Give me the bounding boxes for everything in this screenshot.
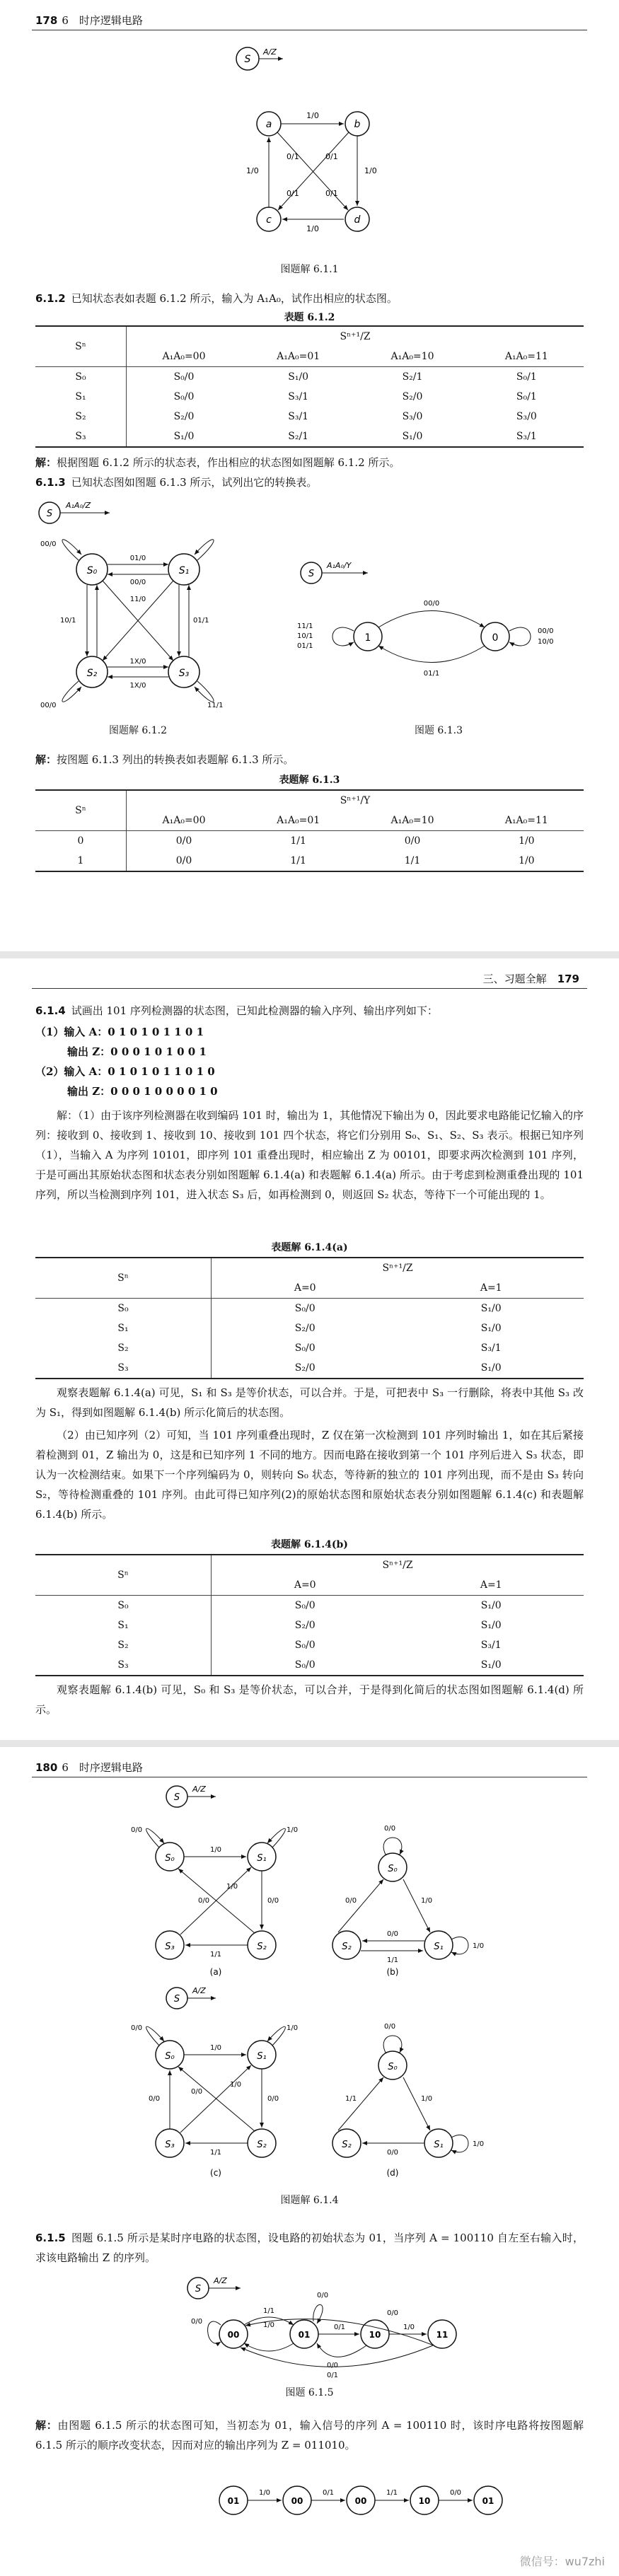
svg-text:1/0: 1/0 [421,1897,433,1905]
page-header [483,971,584,986]
svg-text:S₀: S₀ [165,1853,175,1864]
svg-text:1/0: 1/0 [403,2323,415,2331]
diagram-b [332,1825,484,1977]
svg-text:0/0: 0/0 [386,2309,399,2317]
state-s3 [168,656,199,687]
state-b [345,112,369,136]
svg-text:1/0: 1/0 [209,1846,222,1854]
svg-text:S₁: S₁ [434,2140,444,2150]
svg-text:11/1: 11/1 [297,622,313,630]
sequence-line: （2）输入 A：0 1 0 1 0 1 1 0 1 0 [35,1065,215,1078]
state-table-6-1-4b [35,1554,584,1676]
col-header: A₁A₀=00 [127,811,242,831]
svg-text:1/0: 1/0 [230,2081,242,2089]
svg-text:0/0: 0/0 [191,2088,203,2096]
svg-text:1/0: 1/0 [258,2489,271,2497]
svg-text:1/0: 1/0 [473,2140,485,2148]
svg-text:S₂: S₂ [257,2140,267,2150]
svg-text:S: S [195,2284,202,2294]
table-row: S₂ S₀/0 S₃/1 [35,1635,584,1655]
svg-text:A/Z: A/Z [192,1785,206,1794]
svg-text:1/0: 1/0 [306,111,319,120]
seq-state-00 [283,2486,311,2514]
svg-text:1/1: 1/1 [386,2489,398,2497]
table-row: S₁ S₀/0 S₃/1 S₂/0 S₀/1 [35,387,584,407]
state-table-6-1-2 [35,325,584,448]
table-row: S₃ S₂/0 S₁/0 [35,1358,584,1379]
col-header-state: Sⁿ [35,1555,212,1596]
header-rule [32,988,587,989]
svg-text:A₁A₀/Z: A₁A₀/Z [66,501,91,510]
chapter-title: 6 时序逻辑电路 [62,14,143,27]
solution-6-1-2 [35,453,584,472]
svg-text:S₂: S₂ [342,1942,352,1952]
svg-text:1X/0: 1X/0 [129,682,146,690]
svg-text:01: 01 [298,2330,311,2340]
problem-number: 6.1.4 [35,1004,66,1017]
svg-text:S₀: S₀ [388,2062,398,2072]
legend-io-label: A/Z [263,47,277,57]
svg-text:1/1: 1/1 [209,2149,222,2157]
svg-text:0/0: 0/0 [384,2023,396,2031]
col-header: A₁A₀=00 [127,347,242,367]
svg-text:00/0: 00/0 [538,627,554,635]
svg-text:b: b [354,119,361,130]
svg-text:S₂: S₂ [257,1942,267,1952]
solution-6-1-4-part3: （2）由已知序列（2）可知，当 101 序列重叠出现时，Z 仅在第一次检测到 101 序列时输出 1，如在其后紧接着检测到 01，Z 输出为 0，这是和已知序列 1 不同的地方。因而电路在接收到第一个 101 序列后进入 S₃ 状态，即认为一次检测结束。如果下一个序列编码为 0，则转向 S₀ 状态，等待新的独立的 101 序列出现，而不是由 S₃ 转向 S₂，等待检测重叠的 101 序列。由此可得已知序列(2)的原始状态图和原始状态表分别如图题解 6.1.4(c) 和表题解 6.1.4(b) 所示。 [35,1429,584,1521]
problem-6-1-3 [35,472,584,492]
page-178 [0,0,619,951]
svg-text:1/1: 1/1 [386,1956,399,1964]
col-header: A=0 [212,1278,399,1299]
svg-text:a: a [265,119,272,130]
state-diagram-6-1-2 [32,495,244,721]
problem-text: 已知状态表如表题 6.1.2 所示，输入为 A₁A₀，试作出相应的状态图。 [71,292,398,305]
figure-caption: 图题解 6.1.1 [280,264,339,275]
svg-text:S: S [46,509,53,519]
svg-text:10/0: 10/0 [538,638,554,646]
table-caption: 表题 6.1.2 [284,312,335,323]
state-d [345,207,369,231]
svg-text:1/0: 1/0 [287,2024,299,2032]
svg-text:S₂: S₂ [342,2140,352,2150]
svg-text:1X/0: 1X/0 [129,658,146,666]
svg-text:0/1: 0/1 [325,152,338,161]
sequence-line: 输出 Z：0 0 0 1 0 1 0 0 1 [35,1045,207,1058]
solution-text: 根据图题 6.1.2 所示的状态表，作出相应的状态图如图题解 6.1.2 所示。 [57,456,400,469]
svg-text:0/0: 0/0 [449,2489,462,2497]
state-11 [428,2320,456,2348]
svg-text:S: S [173,1994,180,2004]
svg-text:c: c [266,214,272,226]
state-table-6-1-4a [35,1257,584,1379]
table-row: S₁ S₂/0 S₁/0 [35,1318,584,1338]
svg-text:0/0: 0/0 [267,2095,279,2103]
svg-text:d: d [354,214,361,226]
state-0 [481,622,509,651]
svg-text:0/0: 0/0 [326,2362,339,2369]
svg-text:1/0: 1/0 [262,2321,275,2329]
table-row: 1 0/0 1/1 1/1 1/0 [35,851,584,871]
state-sequence-6-1-5 [0,2472,619,2529]
svg-text:1/0: 1/0 [364,166,377,175]
svg-text:0/0: 0/0 [131,1826,143,1834]
svg-text:1/0: 1/0 [306,224,319,233]
svg-text:0/0: 0/0 [131,2024,143,2032]
col-header: A₁A₀=10 [355,347,469,367]
state-diagram-6-1-1 [226,39,396,258]
state-01 [290,2320,318,2348]
svg-text:00: 00 [354,2496,367,2506]
page-number: 178 [35,14,58,27]
svg-text:S: S [308,569,315,579]
state-s0 [76,554,108,585]
problem-6-1-5 [35,2228,584,2268]
svg-text:10: 10 [369,2330,381,2340]
svg-text:0/1: 0/1 [287,189,299,198]
sequence-line: （1）输入 A：0 1 0 1 0 1 1 0 1 [35,1026,204,1038]
svg-text:1/0: 1/0 [421,2095,433,2103]
problem-number: 6.1.3 [35,476,66,489]
page-number: 179 [557,973,579,985]
page-180 [0,1747,619,2576]
svg-text:10: 10 [418,2496,431,2506]
svg-text:0/1: 0/1 [287,152,299,161]
state-diagram-6-1-5 [0,2274,619,2380]
state-1 [354,622,382,651]
solution-6-1-3 [35,750,584,770]
diagram-d [332,2023,484,2178]
col-header-group: Sⁿ⁺¹/Z [212,1258,584,1278]
svg-text:S₁: S₁ [434,1942,444,1952]
table-row: S₂ S₀/0 S₃/1 [35,1338,584,1358]
svg-text:S: S [173,1792,180,1803]
svg-text:1/0: 1/0 [226,1883,238,1891]
figure-caption: 图题 6.1.3 [414,725,463,736]
svg-text:1/0: 1/0 [209,2044,222,2052]
subfigure-label: (a) [209,1967,222,1977]
svg-text:S₃: S₃ [165,1942,175,1952]
svg-text:0/0: 0/0 [267,1897,279,1905]
col-header-group: Sⁿ⁺¹/Y [127,790,584,811]
svg-text:00/0: 00/0 [423,600,440,608]
page-header [35,13,143,28]
table-row: S₃ S₀/0 S₁/0 [35,1655,584,1676]
svg-text:1: 1 [364,632,371,644]
svg-text:01/0: 01/0 [129,555,146,562]
svg-text:S₁: S₁ [257,2051,267,2062]
page-179 [0,958,619,1740]
table-row: S₀ S₀/0 S₁/0 S₂/1 S₀/1 [35,367,584,388]
col-header-state: Sⁿ [35,326,127,367]
seq-state-00b [347,2486,375,2514]
svg-text:11/0: 11/0 [129,596,146,603]
svg-text:1/1: 1/1 [345,2095,357,2103]
svg-text:00/0: 00/0 [40,702,57,709]
svg-text:1/0: 1/0 [287,1826,299,1834]
svg-text:00: 00 [227,2330,240,2340]
col-header: A₁A₀=01 [241,811,355,831]
svg-text:01/1: 01/1 [423,670,440,678]
svg-text:00/0: 00/0 [129,579,146,586]
col-header: A=1 [398,1575,584,1596]
diagram-c [131,1986,298,2178]
col-header-group: Sⁿ⁺¹/Z [212,1555,584,1575]
seq-state-01 [219,2486,248,2514]
seq-state-01b [474,2486,502,2514]
svg-text:0/1: 0/1 [326,2372,339,2379]
col-header: A₁A₀=10 [355,811,469,831]
figure-caption: 图题解 6.1.4 [280,2195,339,2206]
svg-text:0/0: 0/0 [384,1825,396,1833]
svg-text:0/0: 0/0 [198,1897,210,1905]
table-caption: 表题解 6.1.4(b) [271,1539,348,1550]
state-s2 [76,656,108,687]
col-header: A₁A₀=11 [470,347,584,367]
col-header: A₁A₀=01 [241,347,355,367]
svg-text:0/1: 0/1 [325,189,338,198]
figure-caption: 图题解 6.1.2 [108,725,168,736]
state-diagram-6-1-3 [283,552,587,693]
solution-label: 解： [35,753,57,766]
svg-text:S₀: S₀ [388,1864,398,1874]
edge-a-d [277,132,348,210]
page-header [35,1760,143,1775]
col-header-state: Sⁿ [35,790,127,831]
legend-state-label: S [244,54,251,65]
col-header: A=1 [398,1278,584,1299]
state-10 [361,2320,389,2348]
svg-text:S₀: S₀ [86,565,98,576]
solution-6-1-4-part1: 解：（1）由于该序列检测器在收到编码 101 时，输出为 1，其他情况下输出为 0，因此要求电路能记忆输入的序列：接收到 0、接收到 1、接收到 10、接收到 101 四个状态，将它们分别用 S₀、S₁、S₂、S₃ 表示。根据已知序列（1），当输入 A 为序列 10101，即序列 101 重叠出现时，相应输出 Z 为 00101，即要求两次检测到 101 序列，于是可画出其原始状态图和状态表分别如图题解 6.1.4(a) 和表题解 6.1.4(a) 所示。由于考虑到检测重叠出现的 101 序列，所以当检测到序列 101，进入状态 S₃ 后，如再检测到 0，则返回 S₂ 状态，等待下一个可能出现的 1。 [35,1109,584,1201]
state-00 [219,2320,248,2348]
svg-text:10/1: 10/1 [297,632,313,640]
page-number: 180 [35,1761,58,1774]
svg-text:1/0: 1/0 [473,1942,485,1950]
table-row: S₀ S₀/0 S₁/0 [35,1299,584,1319]
solution-label: 解： [35,456,57,469]
transition-table-6-1-3 [35,789,584,872]
problem-text: 已知状态图如图题 6.1.3 所示，试列出它的转换表。 [71,476,318,489]
state-a [257,112,281,136]
svg-text:0/1: 0/1 [333,2323,346,2331]
subfigure-label: (c) [210,2168,221,2178]
svg-text:0/0: 0/0 [317,2292,329,2299]
svg-text:0/1: 0/1 [322,2489,335,2497]
svg-text:1/1: 1/1 [262,2307,275,2315]
table-row: S₀ S₀/0 S₁/0 [35,1596,584,1616]
svg-text:0/0: 0/0 [149,2095,161,2103]
figure-caption: 图题 6.1.5 [285,2387,334,2398]
table-row: S₃ S₁/0 S₂/1 S₁/0 S₃/1 [35,427,584,447]
svg-text:01: 01 [227,2496,240,2506]
state-diagrams-6-1-4 [0,1782,619,2193]
col-header: A=0 [212,1575,399,1596]
state-c [257,207,281,231]
svg-text:01: 01 [482,2496,494,2506]
svg-text:01/1: 01/1 [193,617,209,625]
col-header-group: Sⁿ⁺¹/Z [127,326,584,347]
svg-text:0/0: 0/0 [191,2318,203,2326]
section-title: 三、习题全解 [482,973,547,985]
problem-6-1-4 [35,1001,584,1021]
problem-number: 6.1.5 [35,2232,66,2244]
svg-text:A₁A₀/Y: A₁A₀/Y [327,561,352,570]
chapter-title: 6 时序逻辑电路 [62,1761,143,1774]
edge-b-c [278,132,349,210]
problem-text: 试画出 101 序列检测器的状态图，已知此检测器的输入序列、输出序列如下： [71,1004,438,1017]
seq-state-10 [410,2486,439,2514]
svg-text:11/1: 11/1 [207,702,224,709]
table-row: S₂ S₂/0 S₃/1 S₃/0 S₃/0 [35,407,584,427]
diagram-a [131,1785,298,1977]
subfigure-label: (b) [386,1967,399,1977]
sequence-list [35,1022,584,1101]
svg-text:01/1: 01/1 [297,642,313,650]
svg-text:S₀: S₀ [165,2051,175,2062]
svg-text:S₁: S₁ [257,1853,267,1864]
problem-text: 图题 6.1.5 所示是某时序电路的状态图，设电路的初始状态为 01，当序列 A = 100110 自左至右输入时，求该电路输出 Z 的序列。 [35,2232,584,2264]
svg-text:A/Z: A/Z [192,1986,206,1995]
svg-text:1/1: 1/1 [209,1951,222,1959]
sequence-line: 输出 Z：0 0 0 1 0 0 0 0 1 0 [35,1085,218,1098]
solution-text: 由图题 6.1.5 所示的状态图可知，当初态为 01，输入信号的序列 A = 100110 时，该时序电路将按图题解 6.1.5 所示的顺序改变状态，因而对应的输出序列为 Z = 011010。 [35,2419,584,2452]
svg-text:S₁: S₁ [178,565,190,576]
svg-text:00/0: 00/0 [40,540,57,548]
svg-text:S₃: S₃ [165,2140,175,2150]
svg-text:1/0: 1/0 [246,166,259,175]
svg-text:A/Z: A/Z [214,2276,227,2285]
subfigure-label: (d) [386,2168,399,2178]
svg-text:00: 00 [291,2496,303,2506]
table-row: 0 0/0 1/1 0/0 1/0 [35,831,584,852]
table-row: S₁ S₂/0 S₁/0 [35,1615,584,1635]
table-caption: 表题解 6.1.4(a) [271,1242,348,1253]
problem-number: 6.1.2 [35,292,66,305]
svg-text:S₂: S₂ [86,668,98,679]
solution-6-1-4-part4: 观察表题解 6.1.4(b) 可见，S₀ 和 S₃ 是等价状态，可以合并，于是得到化简后的状态图如图题解 6.1.4(d) 所示。 [35,1683,584,1716]
col-header-state: Sⁿ [35,1258,212,1299]
problem-6-1-2 [35,289,584,308]
svg-text:0/0: 0/0 [386,1930,399,1938]
solution-text: 按图题 6.1.3 列出的转换表如表题解 6.1.3 所示。 [57,753,294,766]
svg-text:0/0: 0/0 [345,1897,357,1905]
solution-6-1-5 [35,2415,584,2455]
svg-text:0: 0 [492,632,499,644]
watermark: 微信号：wu7zhi [519,2555,605,2568]
col-header: A₁A₀=11 [470,811,584,831]
svg-text:0/0: 0/0 [386,2149,399,2157]
svg-text:S₃: S₃ [178,668,190,679]
state-s1 [168,554,199,585]
solution-label: 解： [35,2419,58,2432]
svg-text:11: 11 [436,2330,449,2340]
solution-6-1-4-part2: 观察表题解 6.1.4(a) 可见，S₁ 和 S₃ 是等价状态，可以合并。于是，可把表中 S₃ 一行删除，将表中其他 S₃ 改为 S₁，得到如图题解 6.1.4(b) 所示化简后的状态图。 [35,1386,584,1419]
svg-text:10/1: 10/1 [60,617,76,625]
table-caption: 表题解 6.1.3 [279,774,340,786]
